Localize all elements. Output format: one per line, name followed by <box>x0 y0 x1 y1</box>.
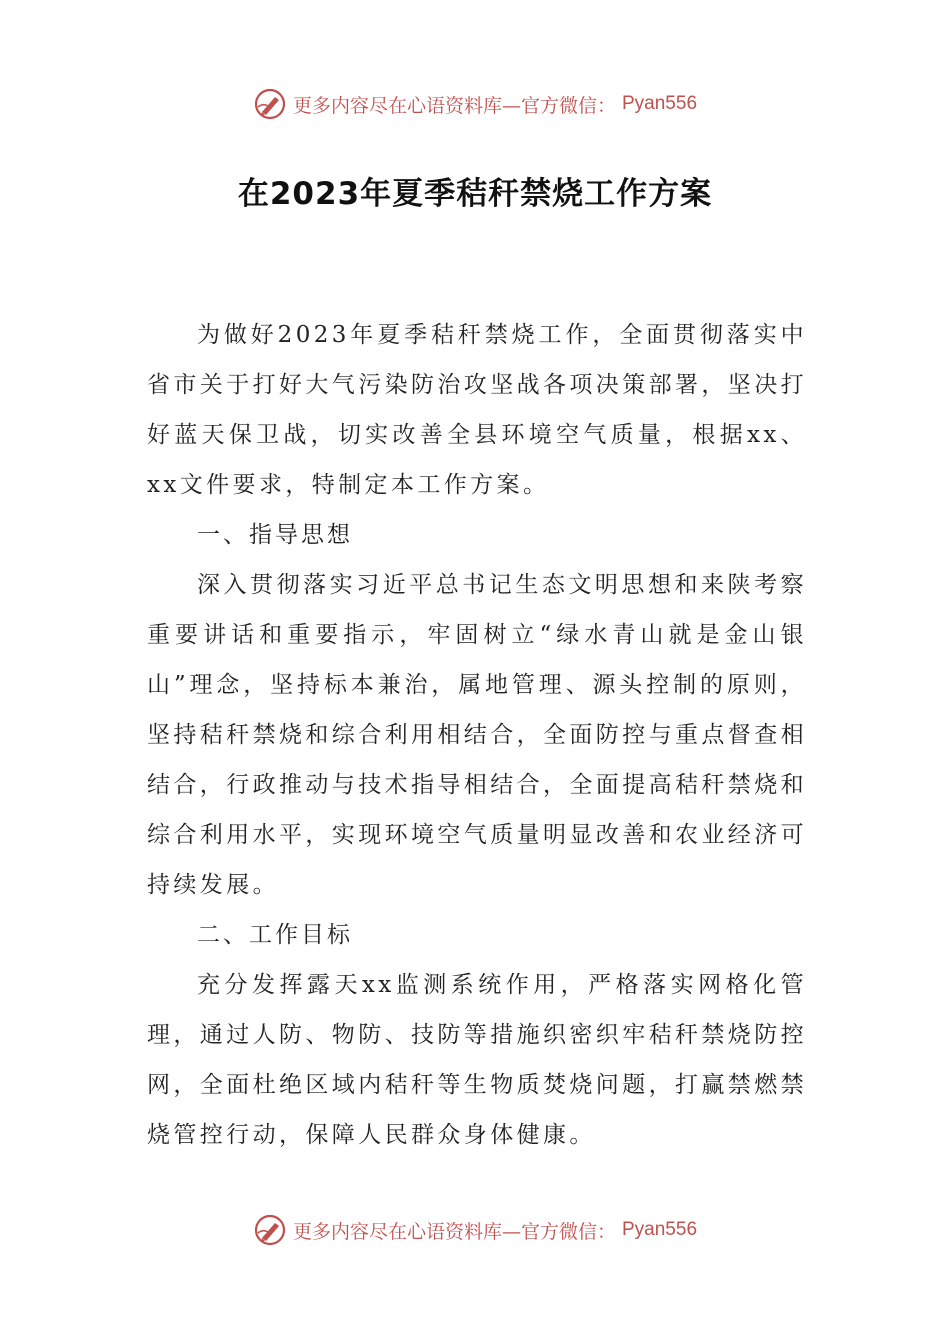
watermark-banner-top <box>0 84 950 124</box>
section-heading-guiding-ideology: 一、指导思想 <box>197 522 353 548</box>
section-heading-work-goals: 二、工作目标 <box>197 922 353 948</box>
paragraph-guiding-ideology: 深入贯彻落实习近平总书记生态文明思想和来陕考察重要讲话和重要指示，牢固树立“绿水青山就是金山银山”理念，坚持标本兼治，属地管理、源头控制的原则，坚持秸秆禁烧和综合利用相结合，全面防控与重点督查相结合，行政推动与技术指导相结合，全面提高秸秆禁烧和综合利用水平，实现环境空气质量明显改善和农业经济可持续发展。 <box>147 572 807 898</box>
document-title: 在2023年夏季秸秆禁烧工作方案 <box>237 176 713 212</box>
pen-logo-icon <box>253 1213 287 1247</box>
watermark-wechat-id: Pyan556 <box>622 93 698 114</box>
watermark-text: 更多内容尽在心语资料库—官方微信： <box>292 1220 616 1243</box>
watermark-wechat-id: Pyan556 <box>622 1219 698 1240</box>
pen-logo-icon <box>253 87 287 121</box>
watermark-banner-bottom <box>0 1210 950 1250</box>
paragraph-intro: 为做好2023年夏季秸秆禁烧工作，全面贯彻落实中省市关于打好大气污染防治攻坚战各项决策部署，坚决打好蓝天保卫战，切实改善全县环境空气质量，根据xx、xx文件要求，特制定本工作方案。 <box>147 322 807 498</box>
document-body <box>147 310 807 1160</box>
paragraph-work-goals: 充分发挥露天xx监测系统作用，严格落实网格化管理，通过人防、物防、技防等措施织密织牢秸秆禁烧防控网，全面杜绝区域内秸秆等生物质焚烧问题，打赢禁燃禁烧管控行动，保障人民群众身体健康。 <box>147 972 807 1148</box>
watermark-text: 更多内容尽在心语资料库—官方微信： <box>292 94 616 117</box>
